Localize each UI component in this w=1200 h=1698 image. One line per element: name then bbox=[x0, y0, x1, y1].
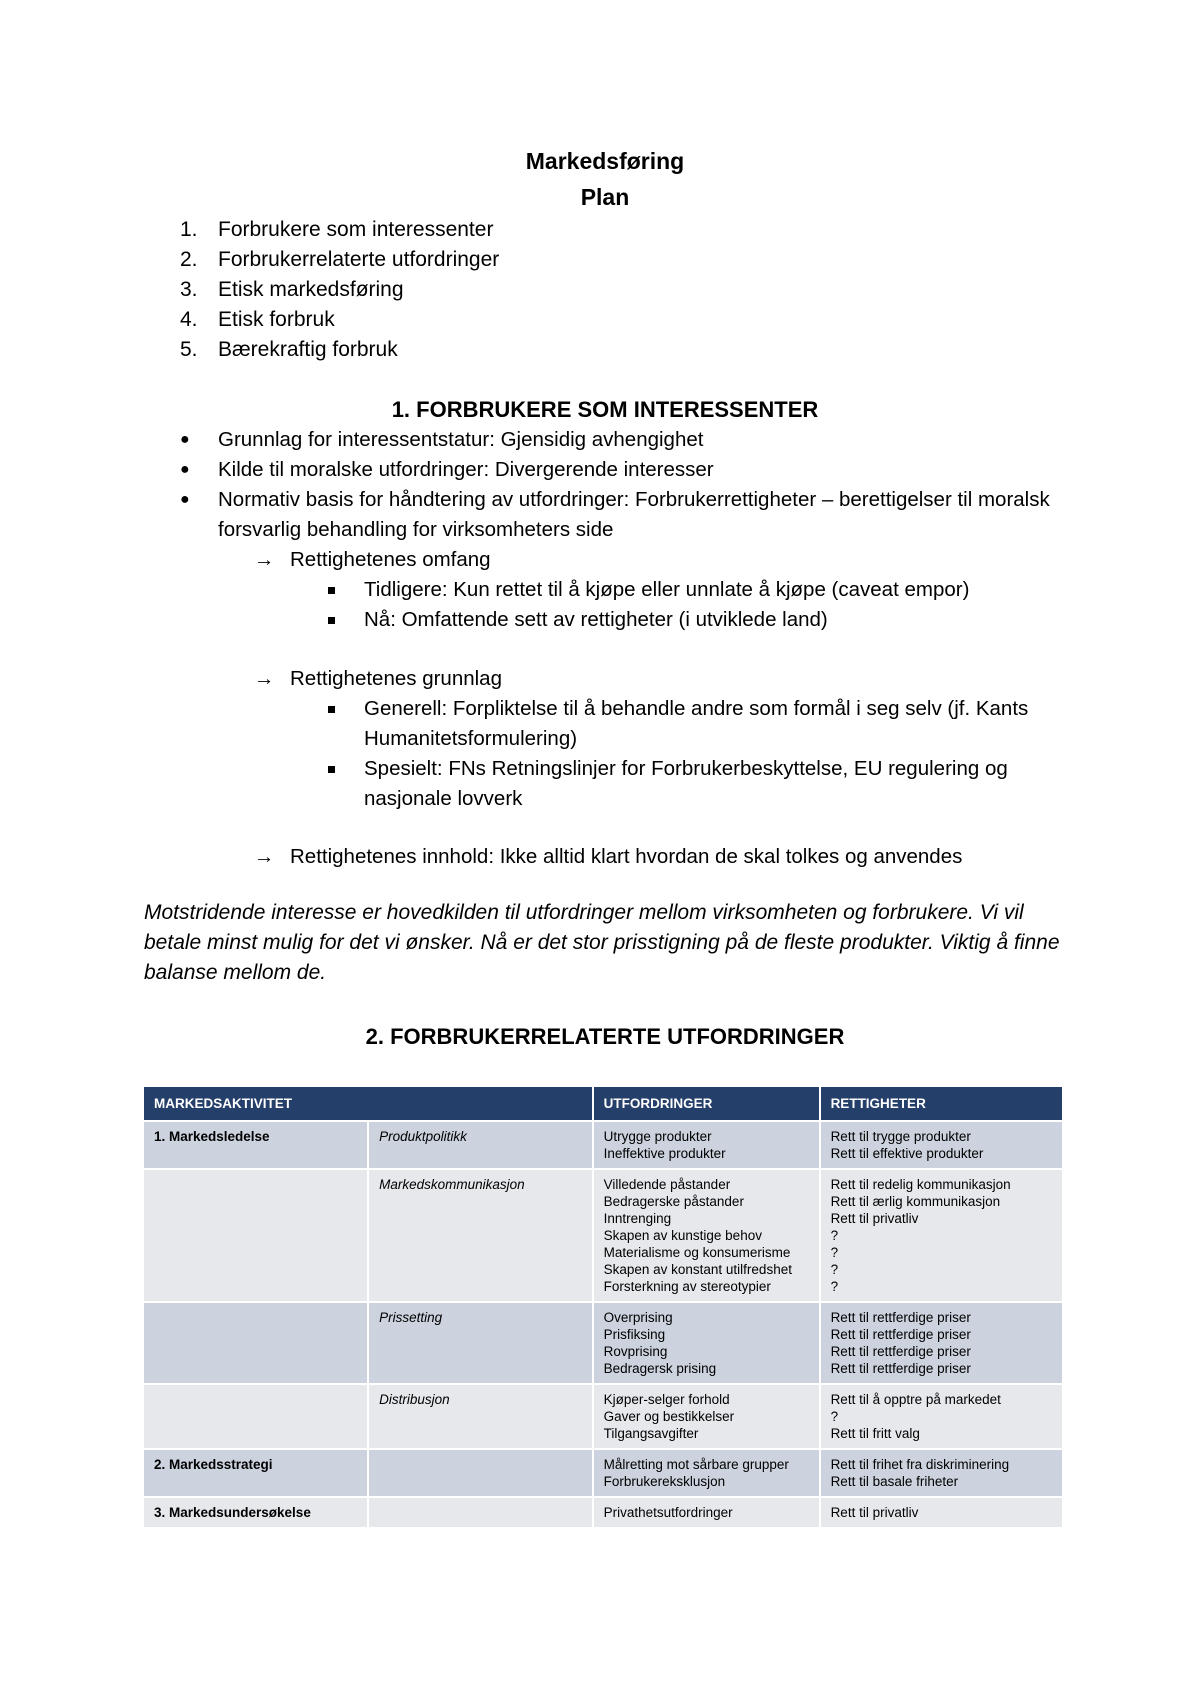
column-header: MARKEDSAKTIVITET bbox=[144, 1087, 593, 1121]
table-row bbox=[144, 1449, 1063, 1497]
challenges-table bbox=[144, 1087, 1064, 1527]
cell-line: Forbrukereksklusjon bbox=[603, 1474, 726, 1489]
column-header: UTFORDRINGER bbox=[593, 1087, 820, 1121]
activity-cell bbox=[144, 1169, 368, 1302]
cell-line: Skapen av konstant utilfredshet bbox=[603, 1262, 792, 1277]
table-row bbox=[144, 1384, 1063, 1449]
cell-line: Rett til frihet fra diskriminering bbox=[830, 1457, 1010, 1472]
cell-line: Materialisme og konsumerisme bbox=[603, 1245, 791, 1260]
arrow-right-icon: → bbox=[254, 548, 275, 571]
cell-line: Prissetting bbox=[379, 1310, 443, 1325]
activity-cell bbox=[144, 1497, 368, 1527]
bullet-icon: ● bbox=[180, 431, 190, 448]
rights-cell bbox=[820, 1497, 1063, 1527]
cell-line: Rett til å opptre på markedet bbox=[830, 1392, 1001, 1407]
arrow-right-icon: → bbox=[254, 667, 275, 690]
cell-line: Gaver og bestikkelser bbox=[603, 1409, 735, 1424]
challenges-cell bbox=[593, 1302, 820, 1384]
cell-line: Prisfiksing bbox=[603, 1327, 666, 1342]
cell-line: Bedragersk prising bbox=[603, 1361, 717, 1376]
plan-item: 5. Bærekraftig forbruk bbox=[180, 338, 398, 361]
rights-cell bbox=[820, 1302, 1063, 1384]
table-row bbox=[144, 1302, 1063, 1384]
cell-line: Rett til rettferdige priser bbox=[830, 1344, 971, 1359]
cell-line: Rett til rettferdige priser bbox=[830, 1327, 971, 1342]
plan-list bbox=[180, 215, 499, 365]
cell-line: ? bbox=[830, 1279, 839, 1294]
cell-line: Målretting mot sårbare grupper bbox=[603, 1457, 789, 1472]
document-page: Markedsføring Plan 1. Forbrukere som interessenter 2. Forbrukerrelaterte utfordringer 3. Etisk markedsføring 4. Etisk forbruk 5. Bærekraftig forbruk 1. FORBRUKERE SOM INTERESSENTER ● Grunnlag for interessentstatur: Gjensidig avhengighet ● Kilde til moralske utfordringer: Divergerende interesser ● Normativ basis for håndtering av utfordringer: Forbrukerrettigheter – berettigelser til moralsk forsvarlig behandling for virksomheters side → Rettighetenes omfang Tidligere: Kun rettet til å kjøpe eller unnlate å kjøpe (caveat empor) Nå: Omfattende sett av rettigheter (i utviklede land) → Rettighetenes grunnlag Generell: Forpliktelse til å behandle andre som formål i seg selv (jf. Kants Humanitetsformulering) Spesielt: FNs Retningslinjer for Forbrukerbeskyttelse, EU regulering og nasjonale lovverk → Rettighetenes innhold: Ikke alltid klart hvordan de skal tolkes og anvendes Motstridende interesse er hovedkilden til utfordringer mellom virksomheten og forbrukere. Vi vil betale minst mulig for det vi ønsker. Nå er det stor prisstigning på de fleste produkter. Viktig å finne balanse mellom de. 2. FORBRUKERRELATERTE UTFORDRINGER MARKEDSAKTIVITET UTFORDRINGER RETTIGHETER 1. Markedsledelse Produktpolitikk Utrygge produkter Ineffektive produkter Rett til trygge produkter Rett til effektive produkter Markedskommunikasjon Villedende påstander Bedragerske påstander Inntrenging Skapen av kunstige behov Materialisme og konsumerisme Skapen av konstant utilfredshet Forsterkning av stereotypier Rett til redelig kommunikasjon Rett til ærlig kommunikasjon Rett til privatliv ? ? ? ? Prissetting Overprising Prisfiksing Rovprising Bedragersk prising Rett til rettferdige priser Rett til rettferdige priser Rett til rettferdige priser Rett til rettferdige priser Distribusjon Kjøper-selger forhold Gaver og bestikkelser Tilgangsavgifter Rett til å opptre på markedet ? Rett til fritt valg 2. Markedsstrategi Målretting mot sårbare grupper Forbrukereksklusjon Rett til frihet fra diskriminering Rett til basale friheter 3. Markedsundersøkelse Privathetsutfordringer Rett til privatliv bbox=[0, 0, 1200, 1698]
plan-item: 2. Forbrukerrelaterte utfordringer bbox=[180, 248, 500, 271]
activity-cell bbox=[144, 1302, 368, 1384]
section-heading: 1. FORBRUKERE SOM INTERESSENTER bbox=[391, 397, 819, 422]
table-row bbox=[144, 1169, 1063, 1302]
subactivity-cell bbox=[368, 1497, 592, 1527]
plan-item: 3. Etisk markedsføring bbox=[180, 278, 404, 301]
square-bullet-icon bbox=[328, 617, 335, 624]
challenges-cell bbox=[593, 1121, 820, 1169]
table-row bbox=[144, 1497, 1063, 1527]
cell-line: Inntrenging bbox=[603, 1211, 672, 1226]
subactivity-cell bbox=[368, 1169, 592, 1302]
activity-cell bbox=[144, 1384, 368, 1449]
cell-line: 1. Markedsledelse bbox=[154, 1129, 270, 1144]
document-subtitle: Plan bbox=[580, 184, 630, 210]
section-heading: 2. FORBRUKERRELATERTE UTFORDRINGER bbox=[365, 1024, 845, 1049]
cell-line: Rett til fritt valg bbox=[830, 1426, 920, 1441]
subactivity-cell bbox=[368, 1449, 592, 1497]
cell-line: Forsterkning av stereotypier bbox=[603, 1279, 771, 1294]
cell-line: Distribusjon bbox=[379, 1392, 450, 1407]
cell-line: Rett til rettferdige priser bbox=[830, 1361, 971, 1376]
cell-line: Rett til ærlig kommunikasjon bbox=[830, 1194, 1001, 1209]
bullet-item: ● Kilde til moralske utfordringer: Divergerende interesser bbox=[180, 455, 1060, 485]
cell-line: ? bbox=[830, 1409, 839, 1424]
square-bullet-icon bbox=[328, 706, 335, 713]
column-header: RETTIGHETER bbox=[820, 1087, 1063, 1121]
challenges-cell bbox=[593, 1449, 820, 1497]
cell-line: 2. Markedsstrategi bbox=[154, 1457, 273, 1472]
cell-line: ? bbox=[830, 1262, 839, 1277]
activity-cell bbox=[144, 1121, 368, 1169]
cell-line: Rett til basale friheter bbox=[830, 1474, 959, 1489]
cell-line: ? bbox=[830, 1245, 839, 1260]
rights-cell bbox=[820, 1169, 1063, 1302]
table-header-row bbox=[144, 1087, 1063, 1121]
cell-line: 3. Markedsundersøkelse bbox=[154, 1505, 311, 1520]
rights-cell bbox=[820, 1384, 1063, 1449]
cell-line: Utrygge produkter bbox=[603, 1129, 712, 1144]
plan-item: 1. Forbrukere som interessenter bbox=[180, 218, 494, 241]
cell-line: Rett til redelig kommunikasjon bbox=[830, 1177, 1011, 1192]
square-bullet-icon bbox=[328, 766, 335, 773]
cell-line: Ineffektive produkter bbox=[603, 1146, 726, 1161]
note-paragraph: Motstridende interesse er hovedkilden til utfordringer mellom virksomheten og forbrukere. Vi vil betale minst mulig for det vi ønsker. Nå er det stor prisstigning på de fleste produkter. Viktig å finne balanse mellom de. bbox=[144, 901, 1060, 984]
cell-line: Rett til privatliv bbox=[830, 1211, 919, 1226]
cell-line: ? bbox=[830, 1228, 839, 1243]
cell-line: Bedragerske påstander bbox=[603, 1194, 744, 1209]
plan-item: 4. Etisk forbruk bbox=[180, 308, 335, 331]
square-bullet-icon bbox=[328, 587, 335, 594]
subactivity-cell bbox=[368, 1302, 592, 1384]
cell-line: Kjøper-selger forhold bbox=[603, 1392, 730, 1407]
cell-line: Overprising bbox=[603, 1310, 673, 1325]
challenges-cell bbox=[593, 1169, 820, 1302]
challenges-cell bbox=[593, 1497, 820, 1527]
cell-line: Rett til trygge produkter bbox=[830, 1129, 971, 1144]
bullet-icon: ● bbox=[180, 461, 190, 478]
arrow-right-icon: → bbox=[254, 845, 275, 868]
bullet-item: ● Grunnlag for interessentstatur: Gjensidig avhengighet bbox=[180, 425, 1060, 455]
cell-line: Rett til rettferdige priser bbox=[830, 1310, 971, 1325]
cell-line: Markedskommunikasjon bbox=[379, 1177, 525, 1192]
cell-line: Privathetsutfordringer bbox=[603, 1505, 733, 1520]
cell-line: Skapen av kunstige behov bbox=[603, 1228, 762, 1243]
cell-line: Rett til effektive produkter bbox=[830, 1146, 984, 1161]
document-title: Markedsføring bbox=[525, 148, 685, 174]
rights-cell bbox=[820, 1449, 1063, 1497]
challenges-cell bbox=[593, 1384, 820, 1449]
activity-cell bbox=[144, 1449, 368, 1497]
cell-line: Produktpolitikk bbox=[379, 1129, 467, 1144]
table-row bbox=[144, 1121, 1063, 1169]
rights-cell bbox=[820, 1121, 1063, 1169]
subactivity-cell bbox=[368, 1384, 592, 1449]
bullet-icon: ● bbox=[180, 491, 190, 508]
cell-line: Rovprising bbox=[603, 1344, 668, 1359]
subactivity-cell bbox=[368, 1121, 592, 1169]
cell-line: Rett til privatliv bbox=[830, 1505, 919, 1520]
cell-line: Tilgangsavgifter bbox=[603, 1426, 699, 1441]
cell-line: Villedende påstander bbox=[603, 1177, 731, 1192]
bullet-item: ● Normativ basis for håndtering av utfordringer: Forbrukerrettigheter – berettigelser til moralsk forsvarlig behandling for virksomheters side bbox=[180, 485, 1060, 545]
